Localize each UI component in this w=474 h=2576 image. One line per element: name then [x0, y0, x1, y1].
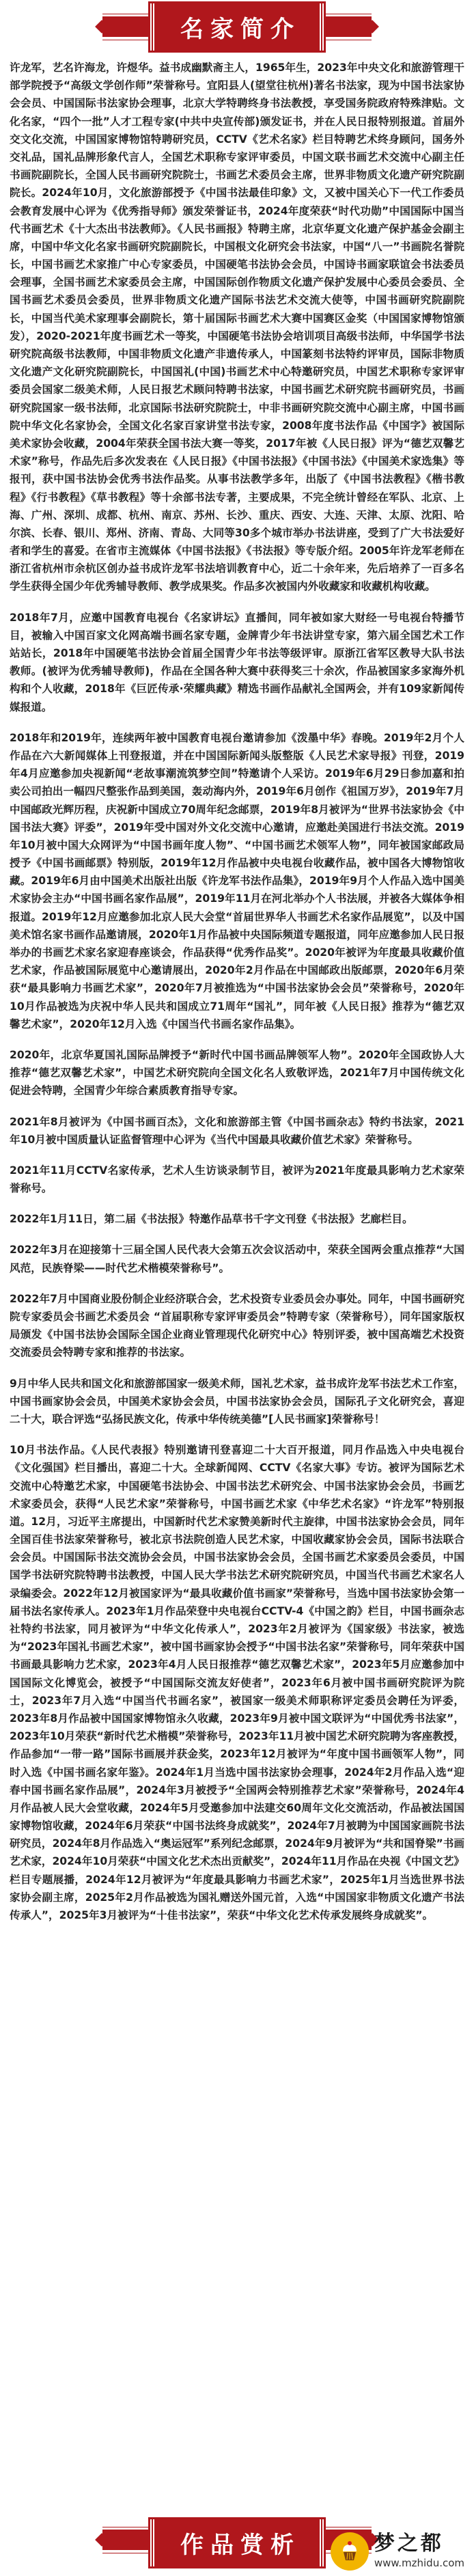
watermark-site-name: 梦之都	[374, 2532, 444, 2556]
watermark-text	[374, 2534, 464, 2569]
page-title: 名家简介	[150, 3, 324, 51]
bio-paragraph: 2022年7月中国商业股份制企业经济联合会，艺术投资专业委员会办事处。同年，中国书画研究院专家委员会书画艺术委员会 “首届职称专家评审委员会”特聘专家（荣誉称号），同年国家版权局颁发《中国书法协会国际全国企业商业管理现代化研究中心》特别评委，被中国高端艺术投资交流委员会特聘专家和推荐的书法家。	[10, 1292, 464, 1359]
bio-paragraph: 2021年8月被评为《中国书画百杰》，文化和旅游部主管《中国书画杂志》特约书法家，2021年10月被中国质量认证监督管理中心评为《当代中国最具收藏价值艺术家》荣誉称号。	[10, 1115, 464, 1146]
bio-paragraph: 9月中华人民共和国文化和旅游部国家一级美术师，国礼艺术家，益书成许龙军书法艺术工作室，中国书画家协会会员，中国美术家协会会员，中国书法家协会会员，国际孔子文化研究会，喜迎二十大，联合评选“弘扬民族文化，传承中华传统美德”[人民书画家]荣誉称号！	[10, 1377, 464, 1425]
biography-text	[10, 59, 464, 2505]
section-title: 作品赏析	[150, 2519, 324, 2566]
site-watermark[interactable]	[331, 2532, 464, 2571]
bio-paragraph: 10月书法作品。《人民代表报》特别邀请刊登喜迎二十大百开报道，同月作品选入中央电视台《文化强国》栏目播出，喜迎二十大。全球新闻网、CCTV《名家大事》专访。被评为国际艺术交流中心特邀艺术家，中国硬笔书法协会、中国书法艺术研究会、中国书法家协会会员，书画艺术家委员会，获得“人民艺术家”荣誉称号，中国书画艺术家《中华艺术名家》“许龙军”特别报道。12月，习近平主席提出，中国新时代艺术家赞美新时代主旋律，中国书法家协会会员，同年全国百佳书法家荣誉称号，被北京书法院创造人民艺术家，中国收藏家协会会员，国际书法联合会会员。中国国际书法交流协会会员，中国书法家协会会员，全国书画艺术家委员会委员，中国国学书法研究院特聘书法教授，中国人民大学书法艺术研究院研究员，中国当代书画艺术家名人录编委会。2022年12月被国家评为“最具收藏价值书画家”荣誉称号，当选中国书法家协会第一届书法名家传承人。2023年1月作品荣登中央电视台CCTV-4《中国之韵》栏目，中国书画杂志社特约书法家，同月被评为“中华文化传承人”，2023年2月被评为《国家级》书法家，被选为“2023年国礼书画艺术家”，被中国书画家协会授予“中国书法名家”荣誉称号，同年荣获中国书画最具影响力艺术家，2023年4月人民日报推荐“德艺双馨艺术家”，2023年5月应邀参加中国国际文化博览会，被授予“中国国际交流友好使者”，2023年6月被中国书画研究院评为院士，2023年7月入选“中国当代书画名家”，被国家一级美术师职称评定委员会聘任为评委，2023年8月作品被中国国家博物馆永久收藏，2023年9月被中国文联评为“中国优秀书法家”，2023年10月荣获“新时代艺术楷模”荣誉称号，2023年11月被中国艺术研究院聘为客座教授，作品参加“一带一路”国际书画展并获金奖，2023年12月被评为“年度中国书画领军人物”，同时入选《中国书画名家年鉴》。2024年1月当选中国书法家协会理事，2024年2月作品入选“迎春中国书画名家作品展”，2024年3月被授予“全国两会特别推荐艺术家”荣誉称号，2024年4月作品被人民大会堂收藏，2024年5月受邀参加中法建交60周年文化交流活动，作品被法国国家博物馆收藏，2024年6月荣获“中国书法终身成就奖”，2024年7月被聘为中国国家画院书法研究员，2024年8月作品选入“奥运冠军”系列纪念邮票，2024年9月被评为“共和国脊梁”书画艺术家，2024年10月荣获“中国文化艺术杰出贡献奖”，2024年11月作品在央视《中国文艺》栏目专题展播，2024年12月被评为“年度最具影响力书画艺术家”，2025年1月当选世界书法家协会副主席，2025年2月作品被选为国礼赠送外国元首，入选“中国国家非物质文化遗产书法传承人”，2025年3月被评为“十佳书法家”，荣获“中华文化艺术传承发展终身成就奖”。	[10, 1444, 464, 1921]
bio-paragraph: 2018年7月，应邀中国教育电视台《名家讲坛》直播间，同年被如家大财经一号电视台特播节目，被输入中国百家文化网高端书画名家专题，金牌青少年书法讲堂专家，第六届全国艺术工作站站长，2018年中国硬笔书法协会首届全国青少年书法等级评审。原浙江省军区教导大队书法教师。(被评为优秀辅导教师)，作品在全国各种大赛中获得奖三十余次，作品被国家多家海外机构和个人收藏，2018年《巨匠传承·荣耀典藏》精选书画作品献礼全国两会，并有109家新闻传媒报道。	[10, 611, 464, 713]
bio-paragraph: 2021年11月CCTV名家传承，艺术人生访谈录制节目，被评为2021年度最具影响力艺术家荣誉称号。	[10, 1164, 464, 1195]
bio-paragraph: 2020年，北京华夏国礼国际品牌授予“新时代中国书画品牌领军人物”。2020年全国政协人大推荐“德艺双馨艺术家”，中国艺术研究院向全国文化名人致敬评选，2021年7月中国传统文化促进会特聘，全国青少年综合素质教育指导专家。	[10, 1048, 464, 1097]
bio-paragraph: 2022年1月11日，第二届《书法报》特邀作品草书千字文刊登《书法报》艺廊栏目。	[10, 1213, 413, 1226]
cupcake-icon	[331, 2532, 369, 2571]
header-banner	[0, 0, 474, 53]
bio-paragraph: 许龙军，艺名许海龙，许煜华。益书成幽默斋主人，1965年生，2023年中央文化和旅游管理干部学院授予“高级文学创作师”荣誉称号。宜阳县人(望堂往杭州)著名书法家，现为中国书法家协会会员、中国国际书法家协会理事，北京大学特聘终身书法教授，享受国务院政府特殊津贴。文化名家，“四个一批”人才工程专家(中共中央宣传部)颁发证书，并在人民日报特别报道。首届外交文化交流，中国国家博物馆特聘研究员，CCTV《艺术名家》栏目特聘艺术终身顾问，国务外交礼品，国礼品牌形象代言人，全国艺术职称专家评审委员，中国文联书画艺术交流中心副主任书画院副院长，全国人民书画研究院院士，书画艺术委员会主席，世界非物质文化遗产研究院副院长。2024年10月，文化旅游部授予《中国书法最佳印象》文，又被中国关心下一代工作委员会教育发展中心评为《优秀指导师》颁发荣誉证书，2024年度荣获“时代功勋”中国国际中国当代书画艺术《十大杰出书法教师》。《人民书画报》特聘主席，北京华夏文化遗产保护基金会副主席，中国中华文化名家书画研究院副院长，中国根文化研究会书法家，中国“八一”书画院名誉院长，中国书画艺术家推广中心专家委员，中国硬笔书法协会会员，中国诗书画家联谊会书法委员会理事，全国书画艺术家委员会主席，中国国际创作物质文化遗产保护发展中心委员会委员、全国书画艺术委员会委员，世界非物质文化遗产国际书法艺术交流大使等，中国书画研究院副院长，中国当代美术家理事会副院长，第十届国际书画艺术大赛中国赛区金奖（中国国家博物馆颁发），2020-2021年度书画艺术一等奖，中国硬笔书法协会培训项目高级书法师，中华国学书法研究院高级书法教师，中国非物质文化遗产非遗传承人，中国篆刻书法特约评审员，国际非物质文化遗产文化研究院副院长，中国国礼(中国)书画艺术中心特邀研究员，中国艺术职称专家评审委员会国家二级美术师，人民日报艺术顾问特聘书法家，中国书画艺术研究院书画研究员，书画研究院国家一级书法师，北京国际书法研究院院士，中非书画研究院交流中心副主席，中国书画院中华文化名家协会，全国文化名家百家讲堂书法专家，2008年度书法作品《中国字》被国际美术家协会收藏，2004年荣获全国书法大赛一等奖，2017年被《人民日报》评为“德艺双馨艺术家”称号，作品先后多次发表在《人民日报》《中国书法报》《中国书法》《中国美术家选集》等报刊，获中国书法协会优秀书法作品奖。从事书法教学多年，出版了《中国书法教程》《楷书教程》《行书教程》《草书教程》等十余部书法专著，主要成果，不完全统计曾经在军队、北京、上海、广州、深圳、成都、杭州、南京、苏州、长沙、重庆、西安、大连、天津、太原、沈阳、哈尔滨、长春、银川、郑州、济南、青岛、大同等30多个城市举办书法讲座，受到了广大书法爱好者和学生的喜爱。在省市主流媒体《中国书法报》《书法报》等专版介绍。2005年许龙军老师在浙江省杭州市余杭区创办益书成许龙军书法培训教育中心，近二十余年来，先后培养了一百多名学生获得全国少年优秀辅导教师、教学成果奖。作品多次被国内外收藏家和收藏机构收藏。	[10, 61, 464, 593]
bio-paragraph: 2022年3月在迎接第十三届全国人民代表大会第五次会议活动中，荣获全国两会重点推荐“大国风范，民族脊梁——时代艺术楷模荣誉称号”。	[10, 1244, 464, 1274]
bio-paragraph: 2018年和2019年，连续两年被中国教育电视台邀请参加《泼墨中华》春晚。2019年2月个人作品在六大新闻媒体上刊登报道，并在中国国际新闻头版整版《人民艺术家导报》刊登，2019年4月应邀参加央视新闻“老故事潮流筑梦空间”特邀请个人采访。2019年6月29日参加嘉和拍卖公司拍出一幅四尺整张作品到美国，轰动海内外，2019年6月创作《祖国万岁》，2019年7月中国邮政光辉历程，庆祝新中国成立70周年纪念邮票，2019年8月被评为“世界书法家协会《中国书法大赛》评委”，2019年受中国对外文化交流中心邀请，应邀赴美国进行书法交流。2019年10月被中国大众网评为“中国书画年度人物”、“中国书画艺术领军人物”，同年被国家邮政局授予《中国书画邮票》特别版，2019年12月作品被中央电视台收藏作品，被中国各大博物馆收藏。2019年6月由中国美术出版社出版《许龙军书法作品集》，2019年9月个人作品入选中国美术家协会主办“中国书画名家作品展”，2019年11月在河北举办个人书法展，并被各大媒体争相报道。2019年12月应邀参加北京人民大会堂“首届世界华人书画艺术名家作品展览”，以及中国美术馆名家书画作品邀请展，2020年1月作品被中央国际频道专题报道，同年应邀参加人民日报举办的书画艺术家名家迎春座谈会，作品获得“优秀作品奖”。2020年被评为年度最具收藏价值艺术家，作品被国际展览中心邀请展出，2020年2月作品在中国邮政出版邮票，2020年6月荣获“最具影响力书画艺术家”，2020年7月被推选为“中国书法家协会会员”荣誉称号，2020年10月作品被选为庆祝中华人民共和国成立71周年“国礼”，同年被《人民日报》推荐为“德艺双馨艺术家”，2020年12月入选《中国当代书画名家作品集》。	[10, 731, 464, 1030]
watermark-site-url[interactable]: www.mzhidu.com	[374, 2557, 464, 2569]
cupcake-icon-svg	[336, 2538, 363, 2565]
